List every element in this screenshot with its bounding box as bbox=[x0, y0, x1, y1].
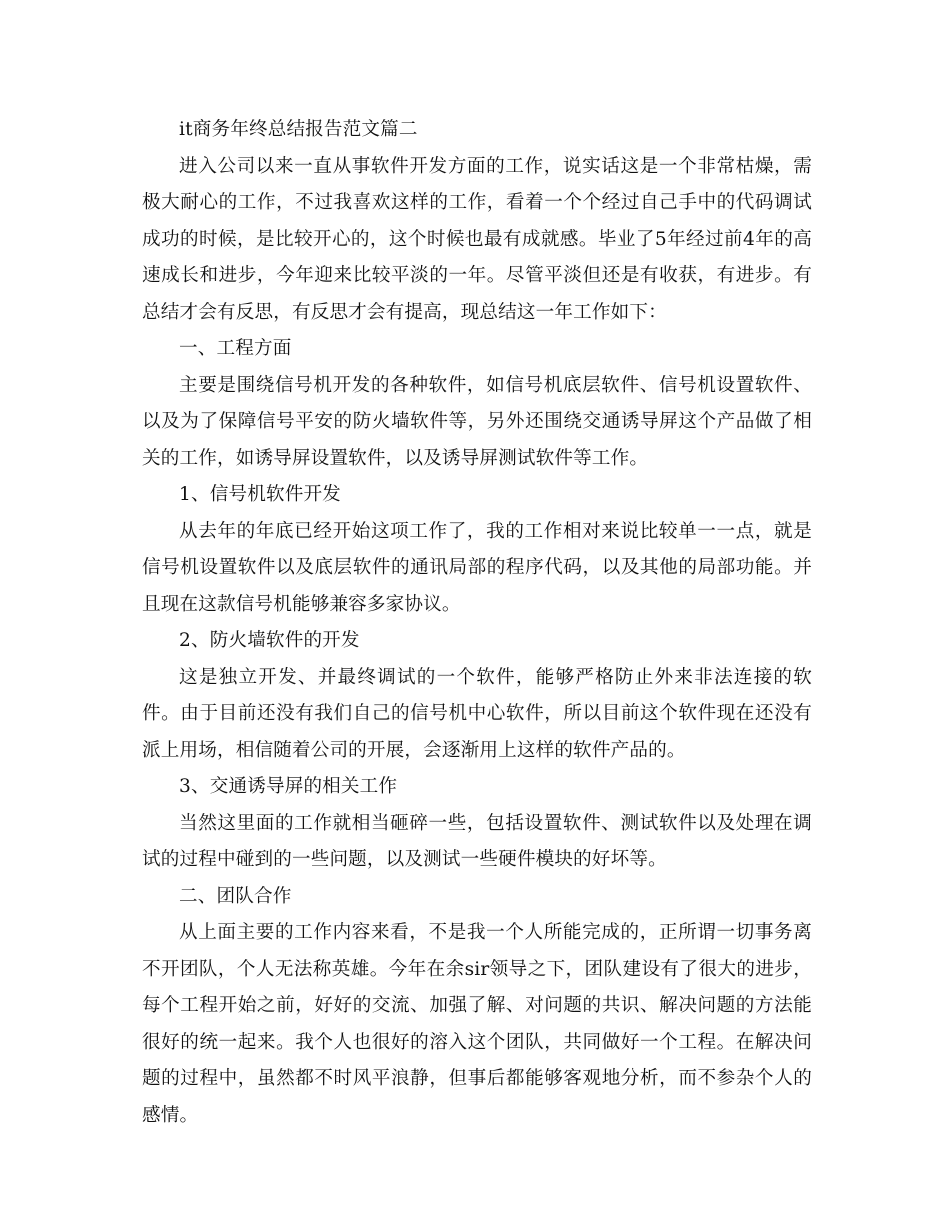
paragraph-traffic-screen: 当然这里面的工作就相当砸碎一些，包括设置软件、测试软件以及处理在调试的过程中碰到的一些问题，以及测试一些硬件模块的好坏等。 bbox=[142, 812, 812, 870]
section-heading-projects: 一、工程方面 bbox=[179, 338, 292, 359]
subheading-signal-software: 1、信号机软件开发 bbox=[179, 484, 341, 505]
subheading-traffic-screen: 3、交通诱导屏的相关工作 bbox=[179, 776, 398, 797]
section-heading-teamwork: 二、团队合作 bbox=[179, 885, 292, 907]
subheading-firewall: 2、防火墙软件的开发 bbox=[179, 630, 360, 651]
document-title: it商务年终总结报告范文篇二 bbox=[179, 119, 418, 140]
paragraph-projects: 主要是围绕信号机开发的各种软件，如信号机底层软件、信号机设置软件、以及为了保障信号平安的防火墙软件等，另外还围绕交通诱导屏这个产品做了相关的工作，如诱导屏设置软件，以及诱导屏测试软件等工作。 bbox=[142, 374, 812, 469]
paragraph-teamwork: 从上面主要的工作内容来看，不是我一个人所能完成的，正所谓一切事务离不开团队，个人无法称英雄。今年在余sir领导之下，团队建设有了很大的进步，每个工程开始之前，好好的交流、加强了解、对问题的共识、解决问题的方法能很好的统一起来。我个人也很好的溶入这个团队，共同做好一个工程。在解决问题的过程中，虽然都不时风平浪静，但事后都能够客观地分析，而不参杂个人的感情。 bbox=[142, 922, 812, 1126]
paragraph-firewall: 这是独立开发、并最终调试的一个软件，能够严格防止外来非法连接的软件。由于目前还没有我们自己的信号机中心软件，所以目前这个软件现在还没有派上用场，相信随着公司的开展，会逐渐用上这样的软件产品的。 bbox=[142, 666, 812, 761]
paragraph-signal-software: 从去年的年底已经开始这项工作了，我的工作相对来说比较单一一点，就是信号机设置软件以及底层软件的通讯局部的程序代码，以及其他的局部功能。并且现在这款信号机能够兼容多家协议。 bbox=[142, 520, 812, 615]
paragraph-intro: 进入公司以来一直从事软件开发方面的工作，说实话这是一个非常枯燥，需极大耐心的工作，不过我喜欢这样的工作，看着一个个经过自己手中的代码调试成功的时候，是比较开心的，这个时候也最有成就感。毕业了5年经过前4年的高速成长和进步，今年迎来比较平淡的一年。尽管平淡但还是有收获，有进步。有总结才会有反思，有反思才会有提高，现总结这一年工作如下： bbox=[142, 155, 812, 323]
document-body bbox=[142, 112, 812, 1134]
